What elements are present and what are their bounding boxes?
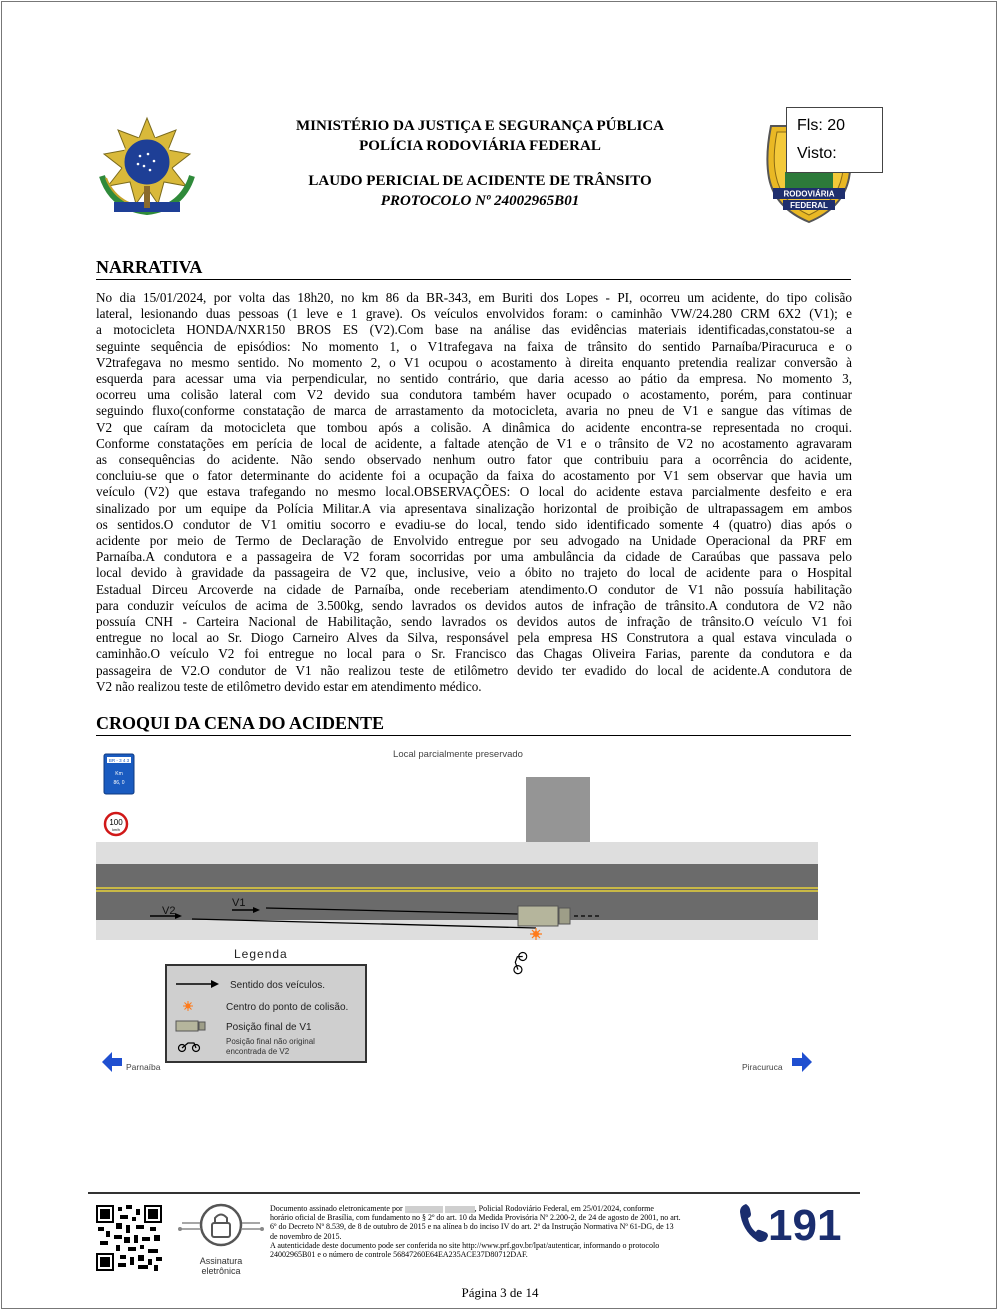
narrative-line: acidente por meio de Termo de Declaração de Envolvido entregue por seu advogado na Unidade Operacional da PRF em (96, 533, 852, 549)
narrative-line: V2 não realizou teste de etilômetro devido estar em atendimento médico. (96, 678, 482, 694)
legend-box (166, 965, 366, 1062)
signature-line-5: A autenticidade deste documento pode ser conferida no site http://www.prf.gov.br/lpat/autenticar, informando o protocolo (270, 1240, 660, 1250)
narrative-text (96, 290, 852, 695)
narrative-line: veículo (V2) que estava trafegando no mesmo local.OBSERVAÇÕES: O local do acidente estava parcialmente desfeito e era (96, 484, 852, 500)
emergency-phone-logo (736, 1200, 860, 1246)
narrative-line: V2trafegava no mesmo sentido. No momento 2, o V1 ocupou o acostamento à direita enquanto pretendia realizar conversão à (96, 354, 852, 370)
narrative-line: a motocicleta HONDA/NXR150 BROS ES (V2).Com base na análise das evidências materiais identificadas,constatou-se a (96, 322, 852, 338)
narrative-line: passageira de V2.O condutor de V1 não realizou teste de etilômetro devido ter evadido do local de acidente.A condutora de (96, 662, 852, 678)
narrative-line: esquerda para acessar uma via perpendicular, no sentido contrário, que daria acesso ao pátio da empresa. No momento 3, (96, 371, 852, 387)
footer-divider (88, 1192, 860, 1194)
v2-final-position-icon (512, 951, 528, 975)
speed-limit-value: 100 (109, 818, 123, 827)
narrative-line: V2 que caíram da motocicleta que tombou após a colisão. A dinâmica do acidente encontra-se representada no croqui. (96, 419, 852, 435)
narrative-line: seguinte sequência de episódios: No momento 1, o V1trafegava na faixa de trânsito do sentido Parnaíba/Piracuruca e o (96, 338, 852, 354)
left-city-label: Parnaíba (126, 1062, 161, 1072)
narrative-line: entregue no local ao Sr. Diogo Carneiro Alves da Silva, responsável pela empresa HS Construtora a qual estava vinculada o (96, 630, 852, 646)
fls-stamp-box (786, 107, 883, 173)
lower-shoulder (96, 920, 818, 940)
emergency-number: 191 (768, 1201, 842, 1246)
phone-handset-icon (740, 1204, 768, 1242)
speed-limit-unit: km/h (112, 828, 120, 832)
narrative-title: NARRATIVA (96, 256, 851, 280)
badge-text-1: RODOVIÁRIA (783, 189, 835, 199)
signature-line-1 (270, 1204, 728, 1213)
narrative-line: as consequências do acidente. Não sendo observado nenhum outro fator que contribuiu para a ocorrência do acidente, (96, 452, 852, 468)
qr-code-icon (96, 1205, 162, 1271)
sign-km-label: Km (115, 771, 123, 777)
narrative-line: seguindo fluxo(conforme constatação de marca de arrastamento da motocicleta, avaria no pneu de V1 e sangue das vítimas de (96, 403, 852, 419)
report-title: LAUDO PERICIAL DE ACIDENTE DE TRÂNSITO (308, 173, 652, 189)
signature-line-3: 6º do Decreto Nº 8.539, de 8 de outubro de 2015 e na alínea b do inciso IV do art. 2º da Instrução Normativa Nº 61-DG, de 13 (270, 1222, 674, 1232)
main-road (96, 864, 818, 920)
narrative-line: para conduzir veículos de acima de 3.500kg, sendo lavrados os devidos autos de infração de trânsito.A condutora de V2 não (96, 597, 852, 613)
v1-label: V1 (232, 897, 246, 909)
narrative-line: caminhão.O veículo V2 foi entregue no local para o Sr. Francisco das Chagas Oliveira Farias, parente da condutora e da (96, 646, 852, 662)
signature-text (270, 1204, 728, 1259)
upper-shoulder (96, 842, 818, 864)
narrative-line: Parnaíba.A condutora e a passageira de V2 foram socorridas por uma ambulância da cidade de Caraúbas que passava pelo (96, 549, 852, 565)
narrative-line: sinalizado por um equipe da Polícia Militar.A via apresentava sinalização horizontal de proibição de ultrapassagem em ambos (96, 500, 852, 516)
signature-line-4: de novembro de 2015. (270, 1231, 342, 1241)
narrative-line: local devido à gravidade da passageira de V2 que, inclusive, veio a óbito no trajeto do local de acidente para o Hospital (96, 565, 852, 581)
badge-text-2: FEDERAL (790, 201, 828, 210)
narrative-line: possuía CNH - Carteira Nacional de Habilitação, sendo lavrados os devidos autos de infração de trânsito.O veículo V1 foi (96, 614, 852, 630)
piracuruca-arrow-icon (792, 1052, 812, 1072)
sketch-title: CROQUI DA CENA DO ACIDENTE (96, 712, 851, 736)
signature-line-6: 24002965B01 e o número de controle 56847260E64EA235ACE37D80712DAF. (270, 1250, 528, 1260)
speed-limit-sign (105, 813, 127, 835)
legend-item-v2-line2: encontrada de V2 (226, 1047, 290, 1056)
v2-label: V2 (162, 905, 176, 917)
narrative-line: Estadual Dirceu Arcoverde na cidade de Parnaíba, onde receberiam atendimento.O condutor de V1 não possuía habilitação (96, 581, 852, 597)
electronic-signature-icon (176, 1203, 266, 1263)
signature-label (176, 1256, 266, 1276)
narrative-line: lateral, lesionando duas pessoas (1 leve e 1 grave). Os veículos envolvidos foram: o caminhão VW/24.280 CRM 6X2 (V1); e (96, 306, 852, 322)
signature-label-line2: eletrônica (201, 1266, 241, 1276)
legend-item-direction: Sentido dos veículos. (230, 980, 326, 991)
redacted-id (445, 1206, 475, 1213)
legend-item-collision: Centro do ponto de colisão. (226, 1002, 349, 1013)
agency-name: POLÍCIA RODOVIÁRIA FEDERAL (359, 138, 601, 154)
road-km-sign (104, 754, 134, 794)
narrative-line: Conforme constatações em perícia de local de acidente, a faltade atenção de V1 e o trânsito de V2 no acostamento agravaram (96, 435, 852, 451)
page-number: Página 3 de 14 (461, 1285, 539, 1300)
accident-sketch (96, 742, 852, 1082)
parnaiba-arrow-icon (102, 1052, 122, 1072)
protocol-number: PROTOCOLO Nº 24002965B01 (380, 193, 580, 209)
legend-truck-icon (176, 1021, 198, 1031)
document-header (240, 116, 720, 211)
fls-number: Fls: 20 (797, 117, 846, 134)
right-city-label: Piracuruca (742, 1062, 783, 1072)
redacted-name (405, 1206, 443, 1213)
visto-label: Visto: (797, 145, 837, 162)
signature-suffix: , Policial Rodoviário Federal, em 25/01/2024, conforme (474, 1204, 654, 1213)
legend-title: Legenda (234, 947, 288, 961)
signature-label-line1: Assinatura (199, 1256, 243, 1266)
narrative-line: No dia 15/01/2024, por volta das 18h20, no km 86 da BR-343, em Buriti dos Lopes - PI, ocorreu um acidente, do tipo colisão (96, 290, 852, 305)
signature-line-2: horário oficial de Brasília, com fundamento no § 2º do art. 10 da Medida Provisória Nº 2.200-2, de 24 de agosto de 2001, no art. (270, 1213, 681, 1223)
sign-km-value: 86, 0 (113, 780, 125, 786)
sketch-top-note: Local parcialmente preservado (393, 749, 523, 760)
signature-prefix: Documento assinado eletronicamente por (270, 1204, 403, 1213)
ministry-name: MINISTÉRIO DA JUSTIÇA E SEGURANÇA PÚBLICA (296, 118, 664, 134)
legend-item-v2-line1: Posição final não original (226, 1037, 315, 1046)
narrative-line: concluiu-se que o fator determinante do acidente foi a ocupação da faixa do acostamento por V1 sem observar que havia um (96, 468, 852, 484)
legend-item-v1: Posição final de V1 (226, 1022, 312, 1033)
brazil-coat-of-arms-icon (92, 116, 202, 226)
narrative-line: os sentidos.O condutor de V1 omitiu socorro e evadiu-se do local, tendo sido identificado somente 4 (quatro) dias após o (96, 516, 852, 532)
sign-road-number: BR - 3 4 3 (108, 758, 130, 763)
narrative-line: ocorreu uma colisão lateral com V2 devido sua condutora também haver ocupado o acostamento, porém, para continuar (96, 387, 852, 403)
legend-collision-icon (183, 1001, 193, 1011)
